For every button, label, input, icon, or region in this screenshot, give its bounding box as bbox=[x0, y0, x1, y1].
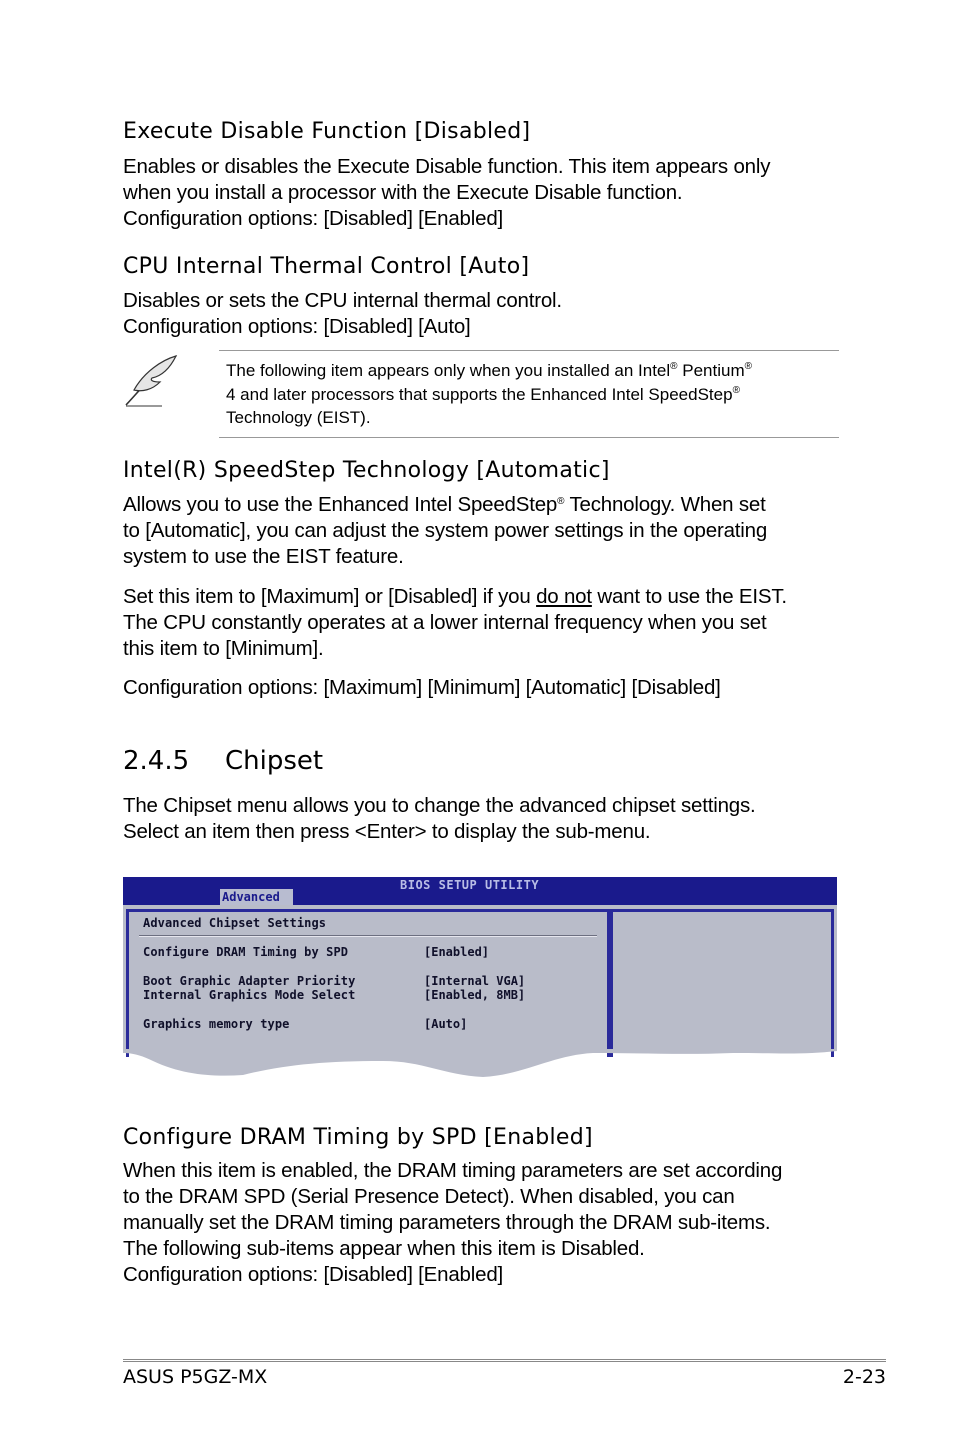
bios-item-label[interactable]: Configure DRAM Timing by SPD bbox=[143, 945, 349, 959]
bios-divider bbox=[139, 935, 597, 937]
body-text: Allows you to use the Enhanced Intel SpeedStep bbox=[123, 493, 558, 516]
note-line: 4 and later processors that supports the Enhanced Intel SpeedStep bbox=[226, 384, 733, 404]
body-line: The Chipset menu allows you to change the advanced chipset settings. bbox=[123, 794, 756, 817]
section-title: Chipset bbox=[225, 746, 324, 776]
bios-item-value[interactable]: [Enabled, 8MB] bbox=[424, 988, 526, 1002]
bios-screenshot bbox=[123, 877, 837, 1082]
body-line: Configuration options: [Disabled] [Enabled] bbox=[123, 207, 504, 230]
feather-note-icon bbox=[122, 352, 180, 410]
body-text: Set this item to [Maximum] or [Disabled] if you bbox=[123, 585, 537, 608]
note-text bbox=[226, 359, 752, 430]
bios-item-value[interactable]: [Enabled] bbox=[424, 945, 490, 959]
body-line: Disables or sets the CPU internal thermal control. bbox=[123, 289, 562, 312]
registered-mark: ® bbox=[670, 361, 678, 372]
section-heading-eist: Intel(R) SpeedStep Technology [Automatic] bbox=[123, 458, 610, 483]
body-line: when you install a processor with the Execute Disable function. bbox=[123, 181, 683, 204]
section-body-cpu-thermal bbox=[123, 288, 562, 340]
underlined-text: do not bbox=[536, 585, 592, 608]
section-title-chipset bbox=[123, 746, 323, 776]
registered-mark: ® bbox=[732, 384, 740, 396]
registered-mark: ® bbox=[557, 496, 565, 507]
registered-mark: ® bbox=[744, 361, 752, 372]
body-line: manually set the DRAM timing parameters through the DRAM sub-items. bbox=[123, 1211, 771, 1234]
body-line: Enables or disables the Execute Disable function. This item appears only bbox=[123, 155, 771, 178]
section-heading-execute-disable: Execute Disable Function [Disabled] bbox=[123, 119, 531, 144]
section-body-eist-p3: Configuration options: [Maximum] [Minimum] [Automatic] [Disabled] bbox=[123, 676, 721, 699]
bios-help-panel bbox=[610, 909, 834, 1057]
bios-item-label[interactable]: Graphics memory type bbox=[143, 1017, 290, 1031]
bios-body bbox=[123, 905, 837, 1051]
section-heading-cpu-thermal: CPU Internal Thermal Control [Auto] bbox=[123, 254, 530, 279]
footer-product: ASUS P5GZ-MX bbox=[123, 1366, 268, 1388]
section-body-execute-disable bbox=[123, 154, 770, 232]
body-line: Configuration options: [Disabled] [Enabled] bbox=[123, 1263, 504, 1286]
body-line: to the DRAM SPD (Serial Presence Detect). When disabled, you can bbox=[123, 1185, 735, 1208]
torn-edge bbox=[123, 1049, 837, 1083]
footer-rule bbox=[123, 1359, 886, 1362]
note-line: The following item appears only when you installed an Intel bbox=[226, 361, 671, 380]
note-line: Technology (EIST). bbox=[226, 408, 371, 427]
body-line: When this item is enabled, the DRAM timing parameters are set according bbox=[123, 1159, 783, 1182]
section-body-eist-p1 bbox=[123, 492, 767, 570]
section-heading-dram: Configure DRAM Timing by SPD [Enabled] bbox=[123, 1125, 593, 1150]
body-line: Configuration options: [Disabled] [Auto] bbox=[123, 315, 471, 338]
bios-item-label[interactable]: Boot Graphic Adapter Priority bbox=[143, 974, 356, 988]
bios-tab-advanced[interactable]: Advanced bbox=[220, 889, 293, 905]
section-body-eist-p2 bbox=[123, 584, 787, 662]
footer-page-number: 2-23 bbox=[842, 1366, 886, 1388]
body-line: system to use the EIST feature. bbox=[123, 545, 404, 568]
body-text: Technology. When set bbox=[564, 493, 766, 516]
chipset-intro bbox=[123, 793, 756, 845]
body-line: to [Automatic], you can adjust the system power settings in the operating bbox=[123, 519, 768, 542]
body-line: this item to [Minimum]. bbox=[123, 637, 324, 660]
body-line: The following sub-items appear when this item is Disabled. bbox=[123, 1237, 645, 1260]
bios-item-value[interactable]: [Internal VGA] bbox=[424, 974, 526, 988]
body-line: Select an item then press <Enter> to display the sub-menu. bbox=[123, 820, 651, 843]
body-line: The CPU constantly operates at a lower internal frequency when you set bbox=[123, 611, 767, 634]
bios-panel-header: Advanced Chipset Settings bbox=[143, 916, 327, 930]
note-line: Pentium bbox=[677, 361, 745, 380]
body-text: want to use the EIST. bbox=[591, 585, 787, 608]
bios-item-label[interactable]: Internal Graphics Mode Select bbox=[143, 988, 356, 1002]
bios-item-value[interactable]: [Auto] bbox=[424, 1017, 468, 1031]
section-number: 2.4.5 bbox=[123, 746, 190, 776]
bios-title: BIOS SETUP UTILITY bbox=[400, 878, 540, 892]
section-body-dram bbox=[123, 1158, 782, 1288]
